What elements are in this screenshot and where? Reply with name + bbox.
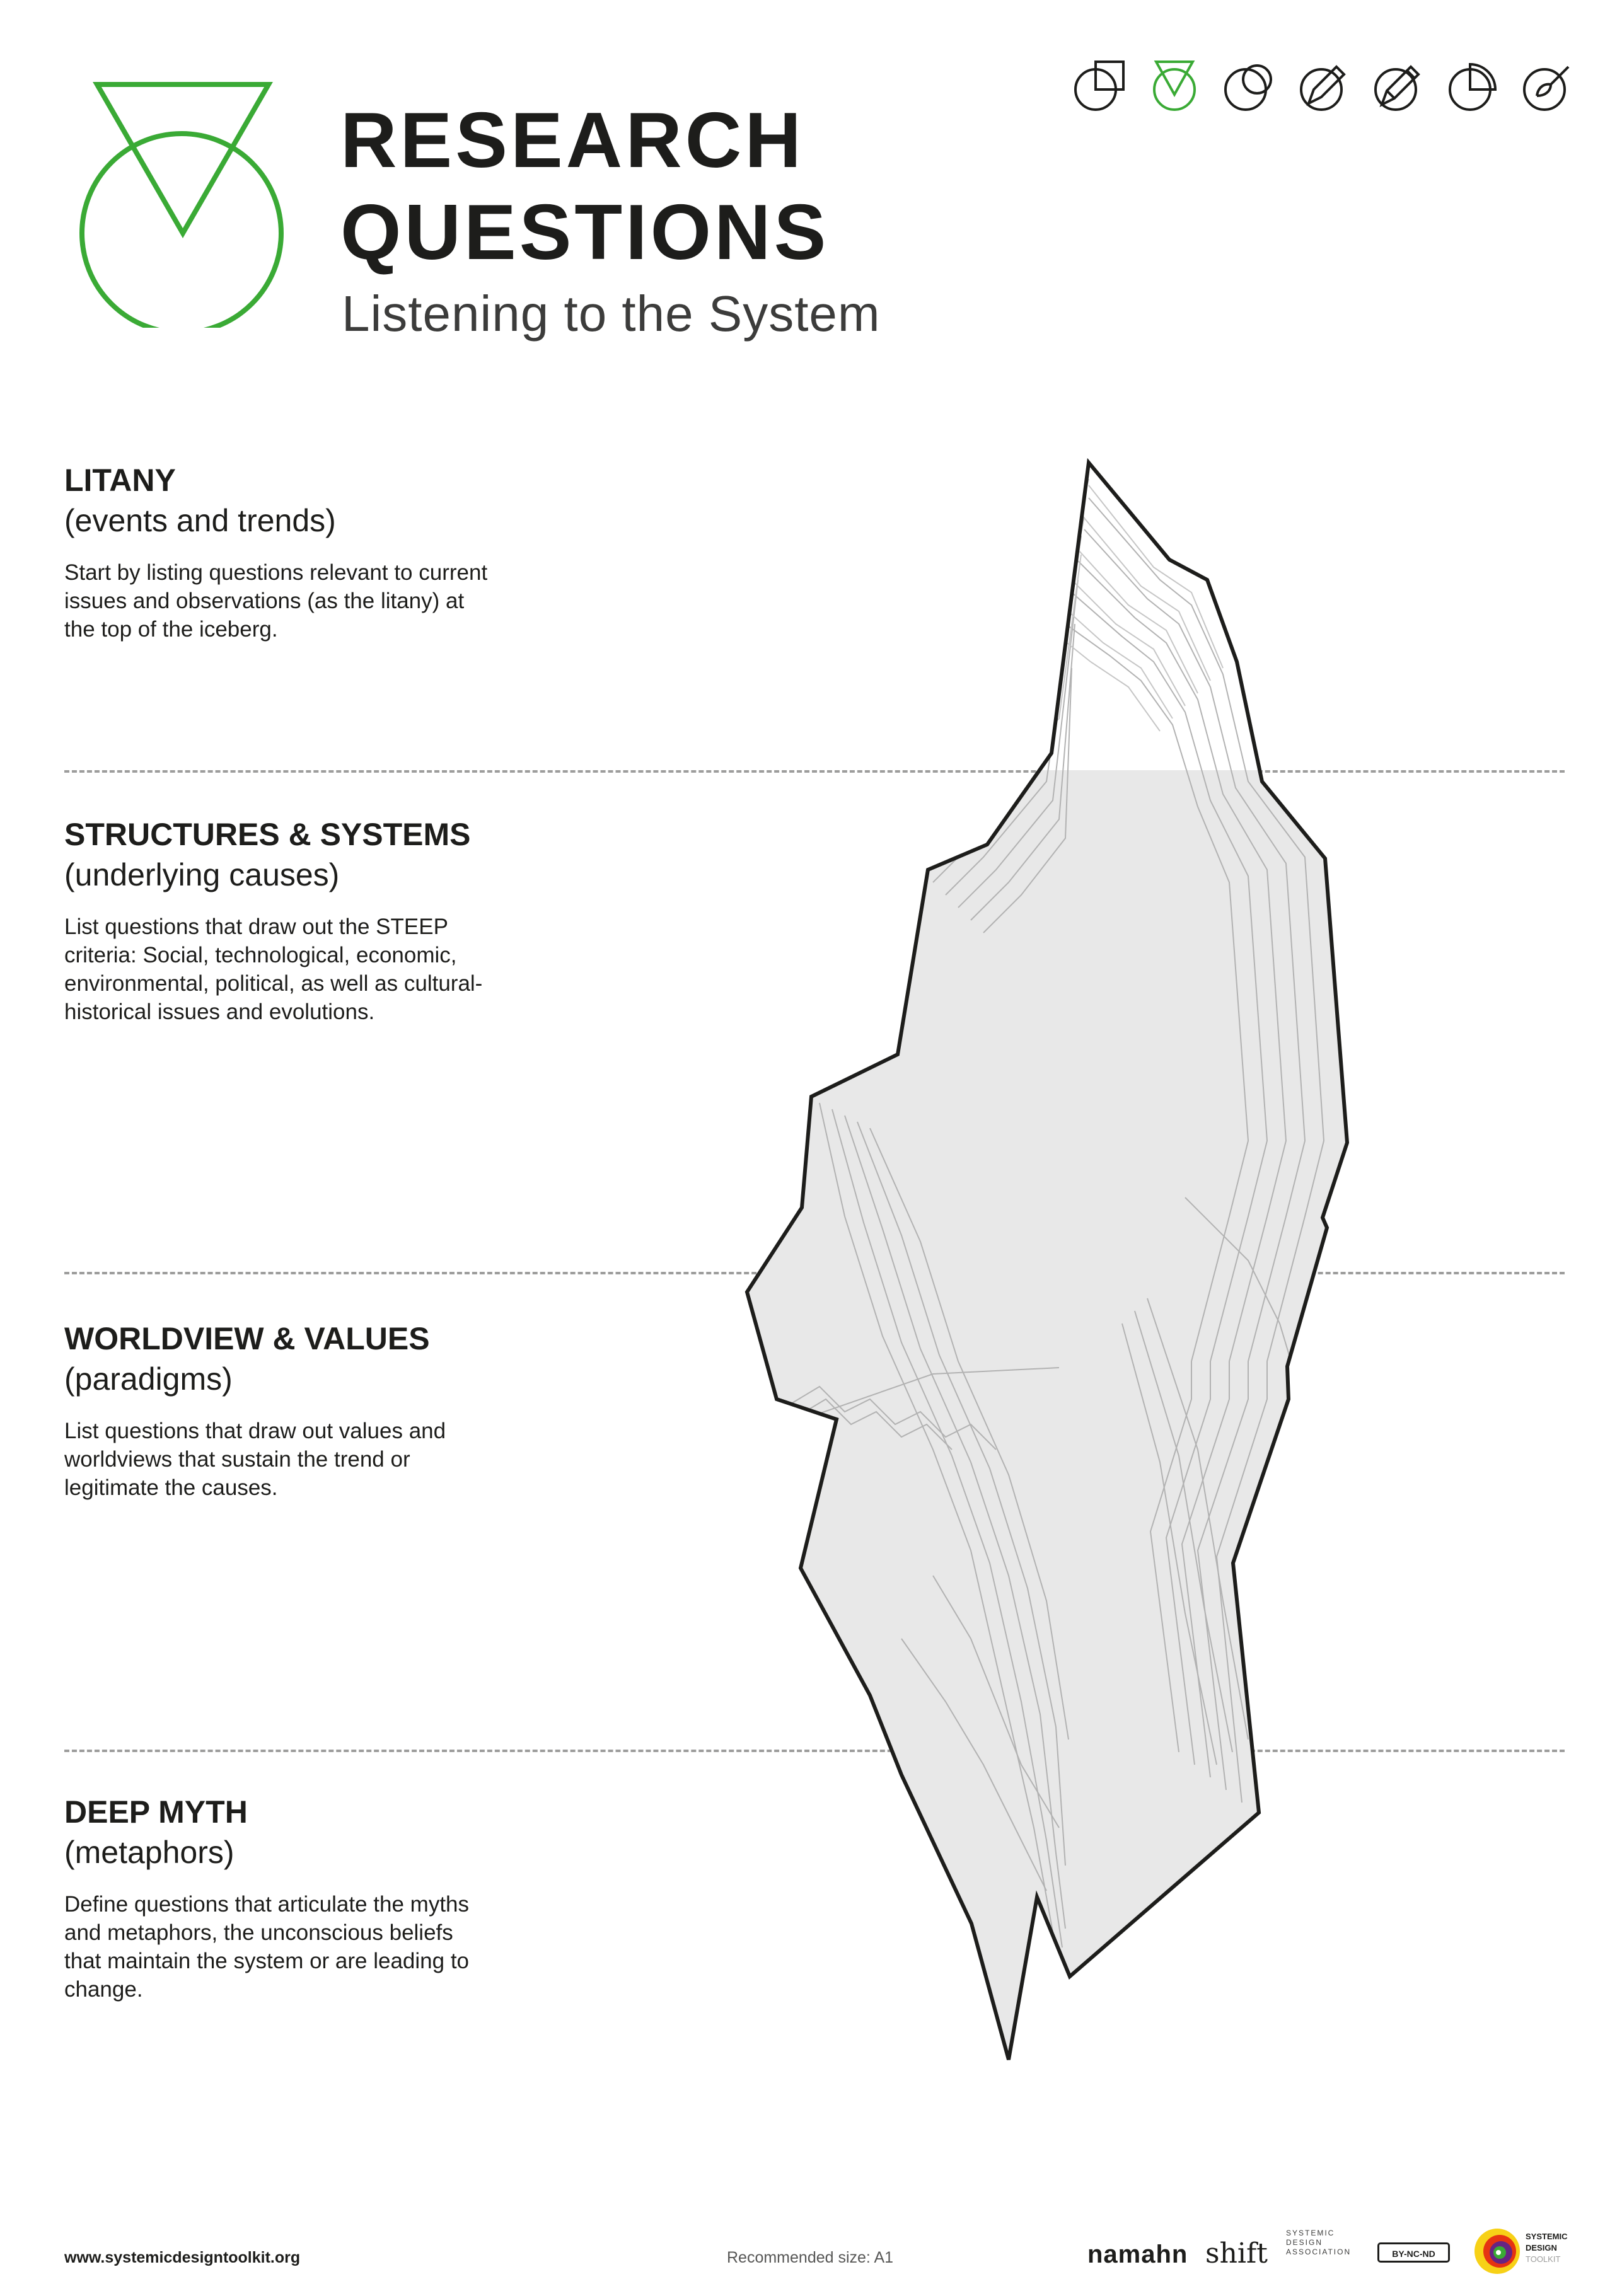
triangle-circle-icon — [1146, 57, 1203, 113]
section-body: List questions that draw out the STEEP criteria: Social, technological, economic, environmental, political, as well as cultural-historical issues and evolutions. — [64, 914, 483, 1024]
section-heading: LITANY — [64, 463, 176, 498]
circle-pencil-icon — [1295, 57, 1352, 113]
section-body: List questions that draw out values and worldviews that sustain the trend or legitimate the causes. — [64, 1419, 446, 1500]
square-circle-icon — [1072, 57, 1128, 113]
section-worldview-values — [64, 1318, 493, 1502]
section-subheading: (paradigms) — [64, 1361, 233, 1397]
section-body: Start by listing questions relevant to current issues and observations (as the litany) at the top of the iceberg. — [64, 560, 488, 642]
toolkit-brand-line-2: DESIGN — [1526, 2243, 1557, 2253]
section-body: Define questions that articulate the myths and metaphors, the unconscious beliefs that maintain the system or are leading to change. — [64, 1892, 470, 2002]
section-heading: DEEP MYTH — [64, 1794, 248, 1830]
section-subheading: (underlying causes) — [64, 857, 340, 892]
section-heading: STRUCTURES & SYSTEMS — [64, 817, 471, 852]
creative-commons-license-badge: BY-NC-ND — [1377, 2242, 1450, 2263]
footer-website-link[interactable]: www.systemicdesigntoolkit.org — [64, 2249, 301, 2266]
section-subheading: (events and trends) — [64, 503, 336, 538]
circle-brush-icon — [1518, 57, 1575, 113]
shift-logo: shift — [1205, 2237, 1268, 2270]
systemic-design-toolkit-logo-icon — [1472, 2226, 1522, 2276]
page-subtitle: Listening to the System — [342, 286, 881, 342]
recommended-size-note: Recommended size: A1 — [727, 2249, 894, 2266]
circle-circle-icon — [1220, 57, 1277, 113]
toolkit-brand-line-3: TOOLKIT — [1526, 2254, 1561, 2264]
toolkit-icon-row — [1072, 57, 1576, 120]
title-line-1: RESEARCH — [340, 97, 804, 184]
title-line-2: QUESTIONS — [340, 189, 830, 276]
triangle-in-circle-icon — [69, 76, 296, 328]
iceberg-icon — [492, 441, 1576, 2080]
section-subheading: (metaphors) — [64, 1835, 235, 1870]
toolkit-brand-line-1: SYSTEMIC — [1526, 2232, 1568, 2241]
section-heading: WORLDVIEW & VALUES — [64, 1321, 430, 1356]
systemic-design-toolkit-wordmark — [1526, 2231, 1567, 2265]
section-structures-systems — [64, 814, 493, 1026]
section-deep-myth — [64, 1792, 493, 2004]
circle-quarter-icon — [1444, 57, 1500, 113]
page-title — [340, 95, 829, 279]
systemic-design-association-logo: SYSTEMIC DESIGN ASSOCIATION — [1286, 2229, 1352, 2256]
circle-pencil-slash-icon — [1369, 57, 1426, 113]
section-litany — [64, 460, 493, 643]
namahn-logo: namahn — [1087, 2241, 1188, 2268]
